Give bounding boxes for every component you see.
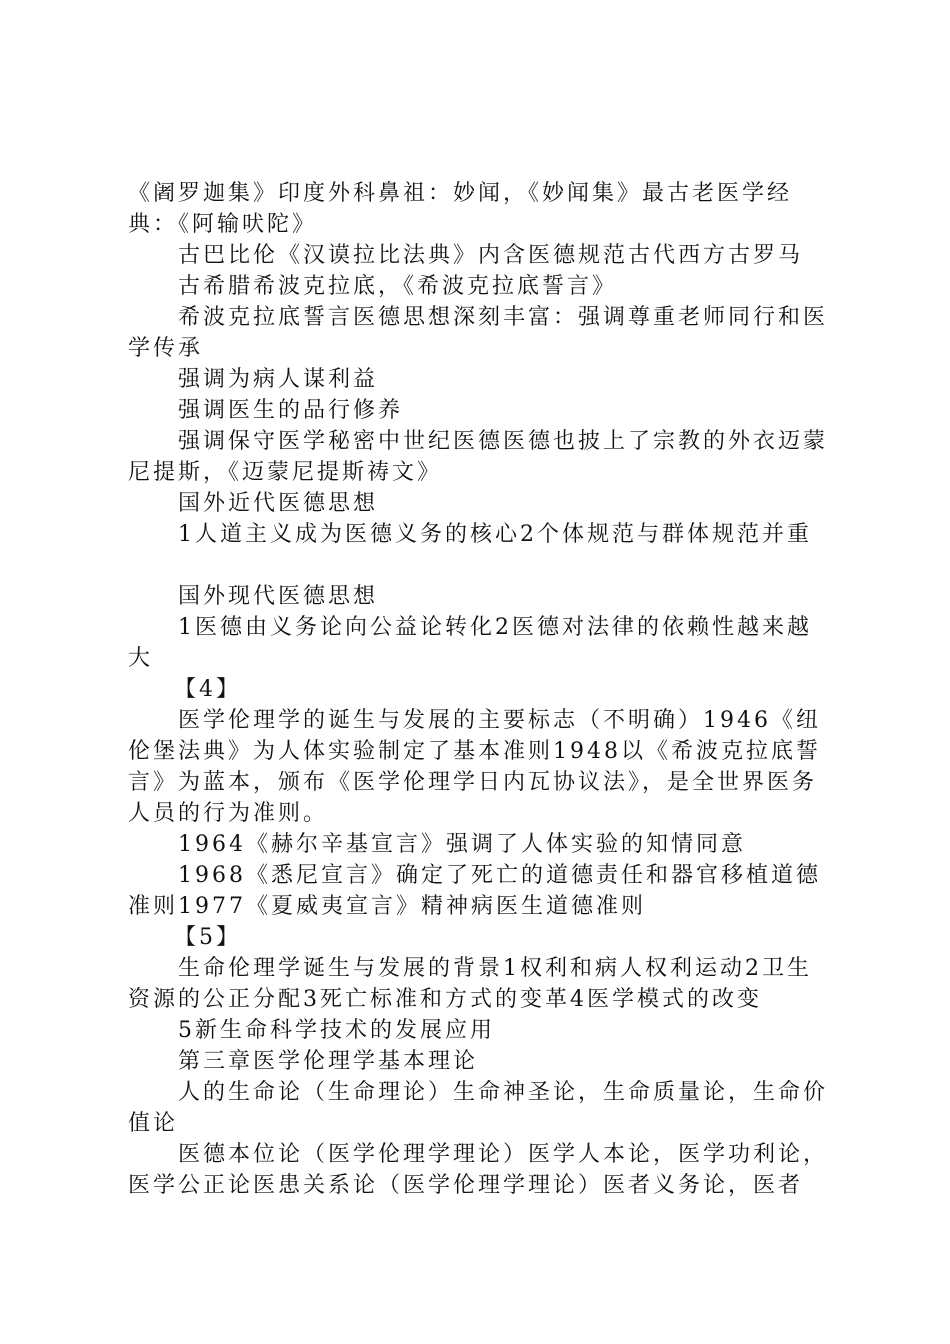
paragraph-milestones: 医学伦理学的诞生与发展的主要标志（不明确）1946《纽伦堡法典》为人体实验制定了基本准则1948以《希波克拉底誓言》为蓝本，颁布《医学伦理学日内瓦协议法》，是全世界医务人员的行为准则。 — [128, 708, 821, 826]
paragraph-public-interest: 1医德由义务论向公益论转化2医德对法律的依赖性越来越大 — [128, 615, 812, 671]
document-body — [128, 178, 828, 1201]
paragraph-ayurveda: 《阇罗迦集》印度外科鼻祖：妙闻，《妙闻集》最古老医学经典：《阿输吠陀》 — [128, 181, 793, 237]
section-marker-5: 【5】 — [174, 925, 241, 950]
paragraph-patient-benefit: 强调为病人谋利益 — [178, 367, 379, 392]
paragraph-bioethics-background: 生命伦理学诞生与发展的背景1权利和病人权利运动2卫生资源的公正分配3死亡标准和方式的变革4医学模式的改变 — [128, 956, 812, 1012]
paragraph-sydney-hawaii: 1968《悉尼宣言》确定了死亡的道德责任和器官移植道德准则1977《夏威夷宣言》精神病医生道德准则 — [128, 863, 821, 919]
paragraph-helsinki: 1964《赫尔辛基宣言》强调了人体实验的知情同意 — [178, 832, 746, 857]
blank-line — [128, 550, 828, 581]
paragraph-hippocrates: 古希腊希波克拉底，《希波克拉底誓言》 — [178, 274, 618, 299]
section-marker-4: 【4】 — [174, 677, 241, 702]
heading-modern-era: 国外近代医德思想 — [178, 491, 379, 516]
paragraph-conduct: 强调医生的品行修养 — [178, 398, 404, 423]
chapter-heading: 第三章医学伦理学基本理论 — [178, 1049, 479, 1074]
paragraph-humanitarianism: 1人道主义成为医德义务的核心2个体规范与群体规范并重 — [178, 522, 812, 547]
paragraph-confidentiality: 强调保守医学秘密中世纪医德医德也披上了宗教的外衣迈蒙尼提斯，《迈蒙尼提斯祷文》 — [128, 429, 829, 485]
paragraph-ethics-theory: 医德本位论（医学伦理学理论）医学人本论，医学功利论，医学公正论医患关系论（医学伦理学理论）医者义务论，医者 — [128, 1142, 829, 1198]
paragraph-hippocratic-oath: 希波克拉底誓言医德思想深刻丰富：强调尊重老师同行和医学传承 — [128, 305, 829, 361]
heading-contemporary-era: 国外现代医德思想 — [178, 584, 379, 609]
paragraph-life-theory: 人的生命论（生命理论）生命神圣论，生命质量论，生命价值论 — [128, 1080, 829, 1136]
paragraph-hammurabi: 古巴比伦《汉谟拉比法典》内含医德规范古代西方古罗马 — [178, 243, 804, 268]
paragraph-new-technology: 5新生命科学技术的发展应用 — [178, 1018, 495, 1043]
